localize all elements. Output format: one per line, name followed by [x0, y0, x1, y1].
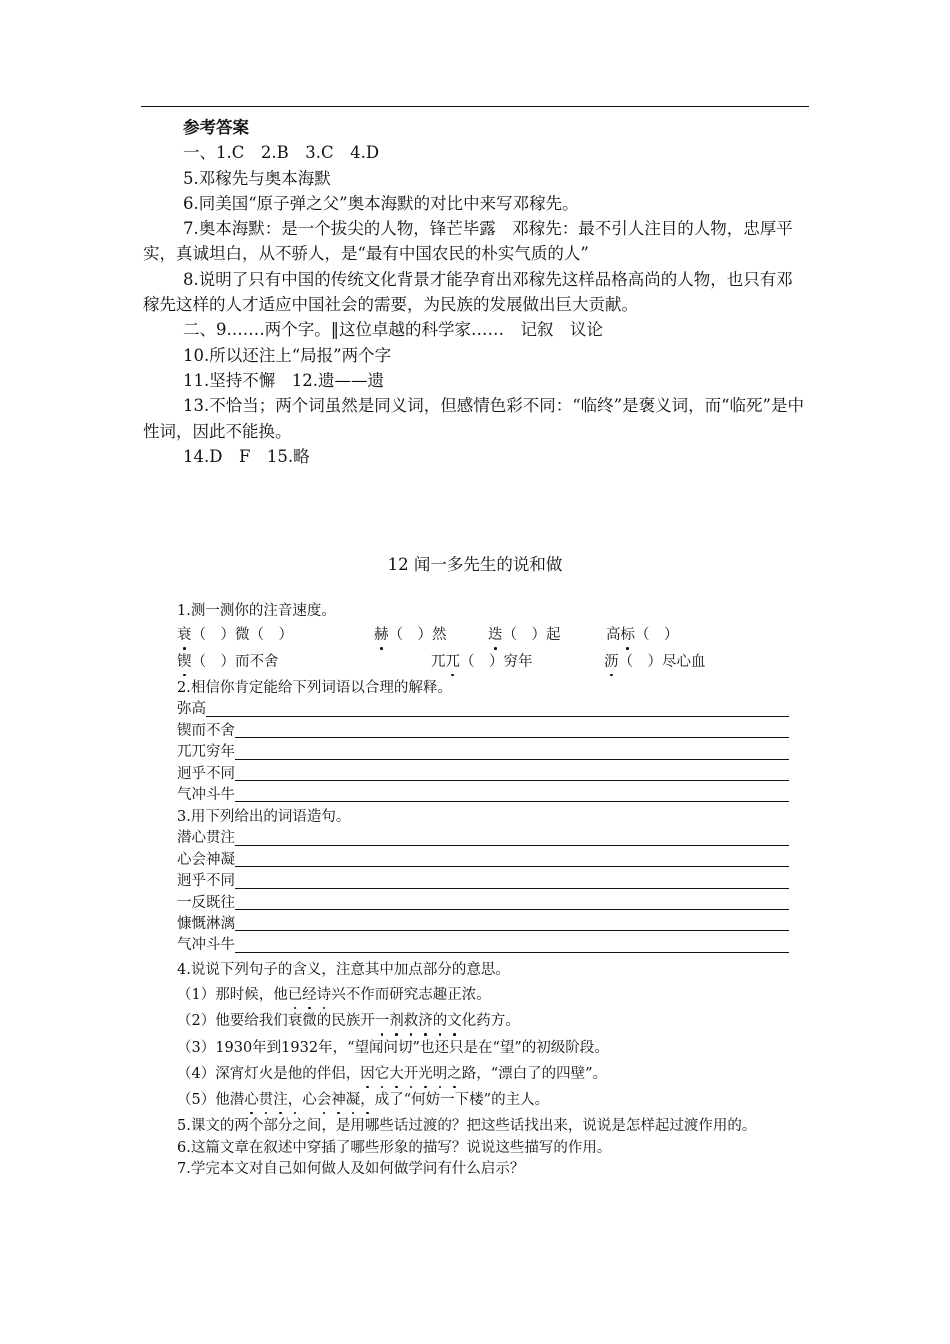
- question-4: [177, 958, 797, 1113]
- term-label: 慷慨淋漓: [177, 915, 235, 932]
- term-label: 弥高: [177, 701, 206, 718]
- question-5: 5.课文的两个部分之间，是用哪些话过渡的？把这些话找出来，说说是怎样起过渡作用的。: [177, 1118, 757, 1134]
- q2-item: [177, 721, 789, 742]
- answer-blank[interactable]: [235, 830, 789, 846]
- answer-blank[interactable]: [235, 744, 789, 760]
- answer-blank[interactable]: [235, 765, 789, 781]
- q4-sentence: （3）1930年到1932年，“望闻问切”也还只是在“望”的初级阶段。: [177, 1039, 609, 1056]
- term-label: 心会神凝: [177, 851, 235, 868]
- question-3: [177, 807, 789, 957]
- pinyin-item: 迭（ ）起: [488, 622, 561, 649]
- q3-prompt: 3.用下列给出的词语造句。: [177, 809, 351, 825]
- answer-blank[interactable]: [235, 915, 789, 931]
- q4-sentence: （5）他潜心贯注，心会神凝，成了“何妨一下楼”的主人。: [177, 1087, 797, 1113]
- answer-line: 6.同美国“原子弹之父”奥本海默的对比中来写邓稼先。: [183, 193, 579, 213]
- answer-line: 7.奥本海默：是一个拔尖的人物，锋芒毕露 邓稼先：最不引人注目的人物，忠厚平实，真诚坦白，从不骄人，是“最有中国农民的朴实气质的人”: [143, 219, 793, 264]
- answer-blank[interactable]: [235, 851, 789, 867]
- answer-line: 二、9.……两个字。‖这位卓越的科学家…… 记叙 议论: [183, 320, 603, 340]
- term-label: 气冲斗牛: [177, 786, 235, 803]
- q3-item: [177, 935, 789, 956]
- term-label: 一反既往: [177, 894, 235, 911]
- answer-line: 一、1.C 2.B 3.C 4.D: [183, 143, 380, 163]
- term-label: 迥乎不同: [177, 873, 235, 890]
- q3-item: [177, 914, 789, 935]
- answer-line: 14.D F 15.略: [183, 446, 310, 466]
- answer-blank[interactable]: [235, 873, 789, 889]
- q4-sentence: （4）深宵灯火是他的伴侣，因它大开光明之路，“漂白了的四壁”。: [177, 1061, 797, 1087]
- pinyin-item: 高标（ ）: [606, 622, 679, 649]
- term-label: 迥乎不同: [177, 765, 235, 782]
- q3-item: [177, 850, 789, 871]
- term-label: 潜心贯注: [177, 830, 235, 847]
- answer-blank[interactable]: [235, 786, 789, 802]
- answer-line: 8.说明了只有中国的传统文化背景才能孕育出邓稼先这样品格高尚的人物，也只有邓稼先这样的人才适应中国社会的需要，为民族的发展做出巨大贡献。: [143, 269, 793, 315]
- q2-item: [177, 742, 789, 763]
- answer-blank[interactable]: [235, 894, 789, 910]
- q1-row-2: [177, 649, 789, 676]
- q2-item: [177, 785, 789, 806]
- answer-blank[interactable]: [235, 722, 789, 738]
- answer-line: 5.邓稼先与奥本海默: [183, 168, 331, 188]
- q4-prompt: 4.说说下列句子的含义，注意其中加点部分的意思。: [177, 962, 510, 978]
- lesson-title: 12 闻一多先生的说和做: [387, 555, 563, 574]
- q3-item: [177, 893, 789, 914]
- term-label: 兀兀穷年: [177, 744, 235, 761]
- question-2: [177, 678, 789, 806]
- answer-blank[interactable]: [235, 937, 789, 953]
- pinyin-item: 锲（ ）而不舍: [177, 649, 279, 676]
- answer-line: 13.不恰当；两个词虽然是同义词，但感情色彩不同：“临终”是褒义词，而“临死”是中性词，因此不能换。: [143, 396, 804, 441]
- q3-item: [177, 828, 789, 849]
- answer-heading: 参考答案: [183, 118, 249, 137]
- answer-line: 11.坚持不懈 12.遗——遗: [183, 370, 384, 390]
- questions-5-7: [145, 1116, 809, 1181]
- pinyin-item: 兀兀（ ）穷年: [431, 649, 533, 676]
- pinyin-item: 赫（ ）然: [374, 622, 447, 649]
- header-rule: [141, 106, 809, 107]
- question-1: [177, 601, 789, 675]
- q3-item: [177, 871, 789, 892]
- answer-blank[interactable]: [206, 701, 789, 717]
- q2-item: [177, 699, 789, 720]
- q2-item: [177, 764, 789, 785]
- answer-line: 10.所以还注上“局报”两个字: [183, 345, 392, 365]
- q1-prompt: 1.测一测你的注音速度。: [177, 603, 336, 619]
- q4-sentence: （1）那时候，他已经诗兴不作而研究志趣正浓。: [177, 982, 797, 1008]
- q4-sentence: （2）他要给我们衰微的民族开一剂救济的文化药方。: [177, 1008, 797, 1034]
- answer-section: [143, 115, 809, 469]
- pinyin-item: 沥（ ）尽心血: [604, 649, 706, 676]
- pinyin-item: 衰（ ）微（ ）: [177, 622, 293, 649]
- question-7: 7.学完本文对自己如何做人及如何做学问有什么启示？: [177, 1161, 525, 1178]
- q1-row-1: [177, 622, 789, 649]
- q2-prompt: 2.相信你肯定能给下列词语以合理的解释。: [177, 680, 452, 696]
- term-label: 锲而不舍: [177, 722, 235, 739]
- question-6: 6.这篇文章在叙述中穿插了哪些形象的描写？说说这些描写的作用。: [177, 1139, 612, 1156]
- term-label: 气冲斗牛: [177, 937, 235, 954]
